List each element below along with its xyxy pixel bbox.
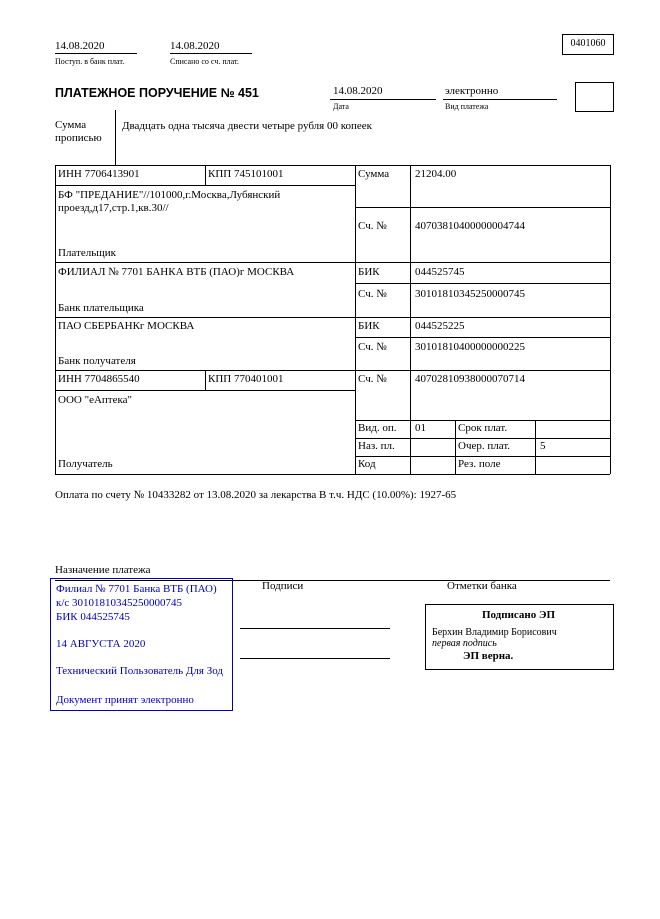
document-title: ПЛАТЕЖНОЕ ПОРУЧЕНИЕ № 451: [55, 86, 259, 100]
table-line: [355, 438, 610, 439]
sum-value: 21204.00: [415, 168, 457, 180]
table-line: [55, 165, 56, 474]
payee-bank-bik-label: БИК: [358, 320, 380, 332]
payer-label: Плательщик: [58, 247, 116, 259]
table-line: [55, 165, 610, 166]
bank-stamp-line: Документ принят электронно: [56, 694, 194, 706]
payer-bank-account-label: Сч. №: [358, 288, 387, 300]
table-line: [355, 207, 610, 208]
table-line: [355, 456, 610, 457]
table-line: [610, 165, 611, 474]
form-code-box: 0401060: [562, 34, 614, 55]
table-line: [205, 165, 206, 185]
sum-label: Сумма: [358, 168, 390, 180]
table-line: [535, 420, 536, 474]
payment-kind-underline: [443, 99, 557, 100]
amount-words-divider: [115, 110, 116, 165]
payer-account-label: Сч. №: [358, 220, 387, 232]
payer-kpp: КПП 745101001: [208, 168, 284, 180]
ep-stamp-subtitle: первая подпись: [432, 638, 497, 649]
payee-kpp: КПП 770401001: [208, 373, 284, 385]
table-line: [205, 370, 206, 390]
amount-words-label: Сумма прописью: [55, 119, 102, 144]
payee-inn: ИНН 7704865540: [58, 373, 140, 385]
date-underline: [330, 99, 436, 100]
payer-bank-bik-label: БИК: [358, 266, 380, 278]
document-date: 14.08.2020: [333, 85, 383, 97]
bank-stamp-line: к/с 30101810345250000745: [56, 597, 183, 609]
debited-date: 14.08.2020: [170, 40, 220, 52]
vid-op-value: 01: [415, 422, 426, 434]
date-label: Дата: [333, 102, 349, 111]
payer-inn: ИНН 7706413901: [58, 168, 140, 180]
ep-stamp-verified: ЭП верна.: [463, 650, 514, 662]
ocher-plat-value: 5: [540, 440, 546, 452]
rez-pole-label: Рез. поле: [458, 458, 501, 470]
payee-bank-account: 30101810400000000225: [415, 341, 525, 353]
payment-kind-value: электронно: [445, 85, 499, 97]
purpose-label: Назначение платежа: [55, 564, 151, 576]
srok-plat-label: Срок плат.: [458, 422, 508, 434]
table-line: [455, 420, 456, 474]
table-line: [55, 317, 610, 318]
ep-stamp-signer-name: Берхин Владимир Борисович: [432, 627, 557, 638]
bank-stamp-line: Филиал № 7701 Банка ВТБ (ПАО): [56, 583, 217, 595]
bank-stamp-line: 14 АВГУСТА 2020: [56, 638, 146, 650]
bank-marks-label: Отметки банка: [447, 580, 517, 592]
signatures-label: Подписи: [262, 580, 304, 592]
payee-name: ООО "еАптека": [58, 394, 133, 406]
payee-label: Получатель: [58, 458, 113, 470]
debited-date-underline: [170, 53, 252, 54]
table-line: [55, 370, 610, 371]
debited-date-label: Списано со сч. плат.: [170, 57, 239, 66]
payee-bank-account-label: Сч. №: [358, 341, 387, 353]
payee-account: 40702810938000070714: [415, 373, 525, 385]
table-line: [55, 185, 355, 186]
payer-bank-label: Банк плательщика: [58, 302, 144, 314]
payer-name: БФ "ПРЕДАНИЕ"//101000,г.Москва,Лубянский проезд,д17,стр.1,кв.30//: [58, 189, 281, 214]
table-line: [355, 420, 610, 421]
table-line: [55, 474, 610, 475]
table-line: [355, 283, 610, 284]
bank-stamp-line: БИК 044525745: [56, 611, 130, 623]
payee-bank-name: ПАО СБЕРБАНКг МОСКВА: [58, 320, 195, 332]
signature-line-1: [240, 628, 390, 629]
signature-line-2: [240, 658, 390, 659]
payer-bank-bik: 044525745: [415, 266, 465, 278]
received-date-underline: [55, 53, 137, 54]
amount-words: Двадцать одна тысяча двести четыре рубля 00 копеек: [122, 120, 373, 132]
vid-op-label: Вид. оп.: [358, 422, 397, 434]
payee-bank-bik: 044525225: [415, 320, 465, 332]
ep-stamp-title: Подписано ЭП: [481, 609, 556, 621]
payer-bank-name: ФИЛИАЛ № 7701 БАНКА ВТБ (ПАО)г МОСКВА: [58, 266, 295, 278]
table-line: [55, 390, 355, 391]
received-date-label: Поступ. в банк плат.: [55, 57, 125, 66]
payee-account-label: Сч. №: [358, 373, 387, 385]
payer-bank-account: 30101810345250000745: [415, 288, 525, 300]
ocher-plat-label: Очер. плат.: [458, 440, 511, 452]
bank-stamp-line: Технический Пользователь Для Зод: [56, 665, 224, 677]
kod-label: Код: [358, 458, 376, 470]
table-line: [355, 337, 610, 338]
naz-pl-label: Наз. пл.: [358, 440, 395, 452]
payment-kind-label: Вид платежа: [445, 102, 489, 111]
table-line: [355, 165, 356, 474]
received-date: 14.08.2020: [55, 40, 105, 52]
payee-bank-label: Банк получателя: [58, 355, 136, 367]
table-line: [55, 262, 610, 263]
payer-account: 40703810400000004744: [415, 220, 525, 232]
payment-kind-box: [575, 82, 614, 112]
purpose-text: Оплата по счету № 10433282 от 13.08.2020 за лекарства В т.ч. НДС (10.00%): 1927-65: [55, 489, 457, 501]
table-line: [410, 165, 411, 474]
